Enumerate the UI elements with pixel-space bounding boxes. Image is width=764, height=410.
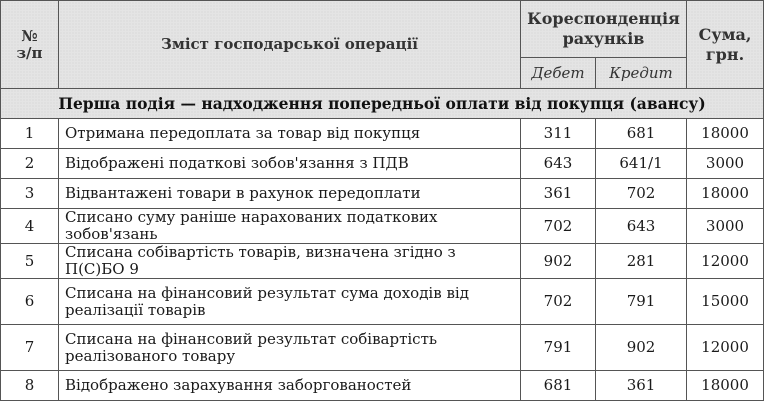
table-row [1, 149, 764, 179]
row-num: 7 [1, 325, 59, 371]
row-num: 4 [1, 209, 59, 244]
header-sum: Сума, грн. [687, 1, 764, 89]
table-row [1, 279, 764, 325]
row-num: 6 [1, 279, 59, 325]
row-credit: 643 [596, 209, 687, 244]
row-sum: 3000 [687, 149, 764, 179]
row-credit: 641/1 [596, 149, 687, 179]
row-debit: 643 [521, 149, 596, 179]
row-credit: 791 [596, 279, 687, 325]
row-debit: 681 [521, 371, 596, 401]
header-num: № з/п [1, 1, 59, 89]
row-sum: 15000 [687, 279, 764, 325]
row-description: Відображені податкові зобов'язання з ПДВ [59, 149, 521, 179]
row-description: Списана собівартість товарів, визначена згідно з П(С)БО 9 [59, 244, 521, 279]
row-debit: 702 [521, 209, 596, 244]
table-row [1, 209, 764, 244]
table-row [1, 325, 764, 371]
row-num: 1 [1, 119, 59, 149]
row-credit: 281 [596, 244, 687, 279]
row-credit: 702 [596, 179, 687, 209]
header-row-top [1, 1, 764, 58]
row-num: 3 [1, 179, 59, 209]
row-description: Відображено зарахування заборгованостей [59, 371, 521, 401]
header-debit: Дебет [521, 58, 596, 89]
header-correspondence: Кореспонденція рахунків [521, 1, 687, 58]
section-row [1, 89, 764, 119]
row-sum: 18000 [687, 119, 764, 149]
row-debit: 902 [521, 244, 596, 279]
row-debit: 311 [521, 119, 596, 149]
row-credit: 902 [596, 325, 687, 371]
row-description: Списана на фінансовий результат сума доходів від реалізації товарів [59, 279, 521, 325]
header-credit: Кредит [596, 58, 687, 89]
row-num: 2 [1, 149, 59, 179]
row-sum: 18000 [687, 179, 764, 209]
row-credit: 361 [596, 371, 687, 401]
row-description: Списана на фінансовий результат собівартість реалізованого товару [59, 325, 521, 371]
row-sum: 18000 [687, 371, 764, 401]
row-description: Отримана передоплата за товар від покупця [59, 119, 521, 149]
row-sum: 3000 [687, 209, 764, 244]
row-credit: 681 [596, 119, 687, 149]
row-description: Списано суму раніше нарахованих податкових зобов'язань [59, 209, 521, 244]
row-sum: 12000 [687, 244, 764, 279]
row-sum: 12000 [687, 325, 764, 371]
row-debit: 361 [521, 179, 596, 209]
row-debit: 702 [521, 279, 596, 325]
table-row [1, 119, 764, 149]
table-row [1, 244, 764, 279]
row-num: 8 [1, 371, 59, 401]
row-debit: 791 [521, 325, 596, 371]
section-title: Перша подія — надходження попередньої оплати від покупця (авансу) [1, 89, 764, 119]
row-num: 5 [1, 244, 59, 279]
header-description: Зміст господарської операції [59, 1, 521, 89]
row-description: Відвантажені товари в рахунок передоплати [59, 179, 521, 209]
table-row [1, 179, 764, 209]
table-row [1, 371, 764, 401]
